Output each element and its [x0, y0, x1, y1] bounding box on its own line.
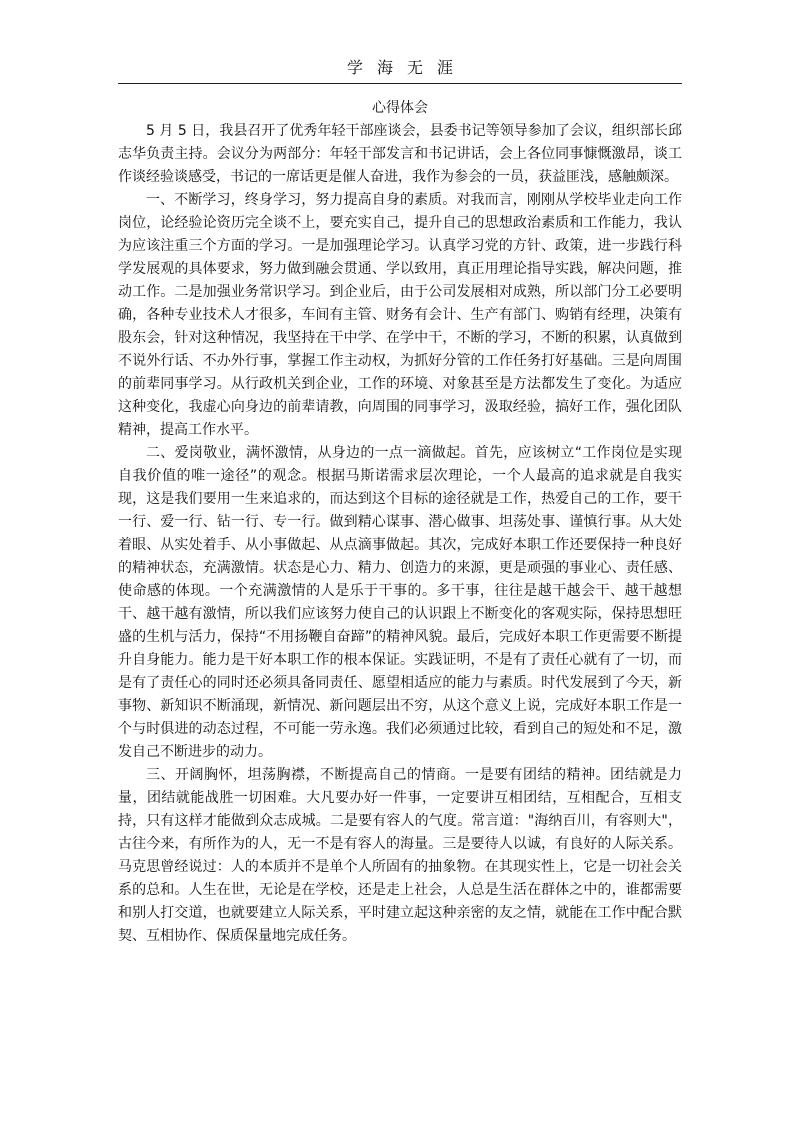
document-title: 心得体会 [372, 100, 428, 116]
paragraph-intro: 5 月 5 日，我县召开了优秀年轻干部座谈会，县委书记等领导参加了会议，组织部长邱志华负责主持。会议分为两部分：年轻干部发言和书记讲话，会上各位同事慷慨激昂，谈工作谈经验谈感受，书记的一席话更是催人奋进，我作为参会的一员，获益匪浅，感触颇深。 [118, 123, 682, 185]
page-header: 学海无涯 [346, 58, 467, 77]
document-body [118, 97, 682, 948]
paragraph-section-1: 一、不断学习，终身学习，努力提高自身的素质。对我而言，刚刚从学校毕业走向工作岗位，论经验论资历完全谈不上，要充实自己，提升自己的思想政治素质和工作能力，我认为应该注重三个方面的学习。一是加强理论学习。认真学习党的方针、政策，进一步践行科学发展观的具体要求，努力做到融会贯通、学以致用，真正用理论指导实践，解决问题，推动工作。二是加强业务常识学习。到企业后，由于公司发展相对成熟，所以部门分工必要明确，各种专业技术人才很多，车间有主管、财务有会计、生产有部门、购销有经理，决策有股东会，针对这种情况，我坚持在干中学、在学中干，不断的学习，不断的积累，认真做到不说外行话、不办外行事，掌握工作主动权，为抓好分管的工作任务打好基础。三是向周围的前辈同事学习。从行政机关到企业，工作的环境、对象甚至是方法都发生了变化。为适应这种变化，我虚心向身边的前辈请教，向周围的同事学习，汲取经验，搞好工作，强化团队精神，提高工作水平。 [118, 192, 682, 438]
header-divider [118, 83, 682, 84]
paragraph-section-2: 二、爱岗敬业，满怀激情，从身边的一点一滴做起。首先，应该树立“工作岗位是实现自我价值的唯一途径”的观念。根据马斯诺需求层次理论，一个人最高的追求就是自我实现，这是我们要用一生来追求的，而达到这个目标的途径就是工作，热爱自己的工作，要干一行、爱一行、钻一行、专一行。做到精心谋事、潜心做事、坦荡处事、谨慎行事。从大处着眼、从实处着手、从小事做起、从点滴事做起。其次，完成好本职工作还要保持一种良好的精神状态，充满激情。状态是心力、精力、创造力的来源，更是顽强的事业心、责任感、使命感的体现。一个充满激情的人是乐于干事的。多干事，往往是越干越会干、越干越想干、越干越有激情，所以我们应该努力使自己的认识跟上不断变化的客观实际，保持思想旺盛的生机与活力，保持“不用扬鞭自奋蹄”的精神风貌。最后，完成好本职工作更需要不断提升自身能力。能力是干好本职工作的根本保证。实践证明，不是有了责任心就有了一切，而是有了责任心的同时还必须具备同责任、愿望相适应的能力与素质。时代发展到了今天，新事物、新知识不断涌现，新情况、新问题层出不穷，从这个意义上说，完成好本职工作是一个与时俱进的动态过程，不可能一劳永逸。我们必须通过比较，看到自己的短处和不足，激发自己不断进步的动力。 [118, 445, 682, 760]
paragraph-section-3: 三、开阔胸怀，坦荡胸襟，不断提高自己的情商。一是要有团结的精神。团结就是力量，团结就能战胜一切困难。大凡要办好一件事，一定要讲互相团结，互相配合，互相支持，只有这样才能做到众志成城。二是要有容人的气度。常言道："海纳百川，有容则大"，古往今来，有所作为的人，无一不是有容人的海量。三是要待人以诚，有良好的人际关系。马克思曾经说过：人的本质并不是单个人所固有的抽象物。在其现实性上，它是一切社会关系的总和。人生在世，无论是在学校，还是走上社会，人总是生活在群体之中的，谁都需要和别人打交道，也就要建立人际关系，平时建立起这种亲密的友之情，就能在工作中配合默契、互相协作、保质保量地完成任务。 [118, 767, 682, 944]
